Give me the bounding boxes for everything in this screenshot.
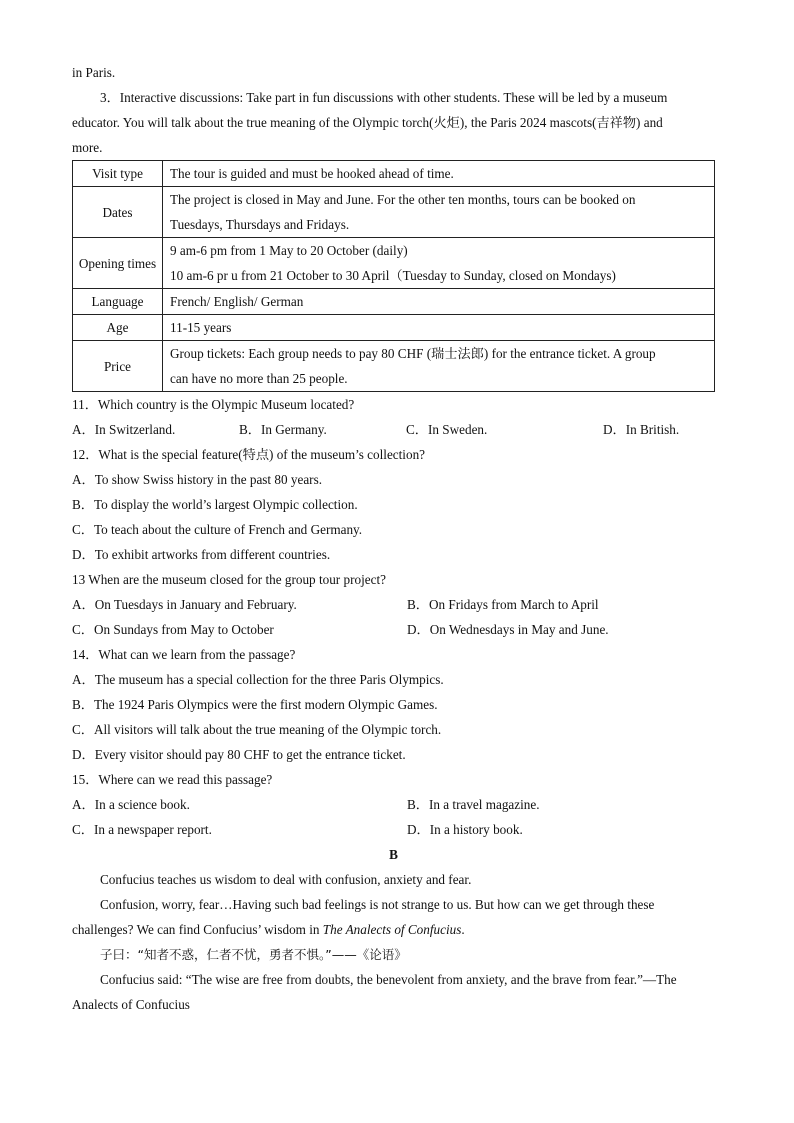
table-label: Dates xyxy=(73,187,163,238)
question-15-options-cd xyxy=(72,817,715,842)
passage-b-p2-line1: Confusion, worry, fear…Having such bad feelings is not strange to us. But how can we get through these xyxy=(100,897,655,912)
question-13-options-cd xyxy=(72,617,715,642)
table-row xyxy=(73,341,715,392)
table-row xyxy=(73,187,715,238)
passage-b-p2-line2 xyxy=(72,917,715,942)
option-d: D．In a history book. xyxy=(407,822,523,837)
table-label: Age xyxy=(73,315,163,341)
table-cell-line: can have no more than 25 people. xyxy=(170,371,348,386)
table-cell-line: The project is closed in May and June. For the other ten months, tours can be booked on xyxy=(170,192,636,207)
option-d: D．Every visitor should pay 80 CHF to get the entrance ticket. xyxy=(72,747,406,762)
book-title: The Analects of Confucius xyxy=(322,922,462,937)
question-13-options-ab xyxy=(72,592,715,617)
table-label: Visit type xyxy=(73,161,163,187)
option-c: C．In Sweden. xyxy=(406,422,488,437)
question-15-stem: 15．Where can we read this passage? xyxy=(72,772,273,787)
table-row xyxy=(73,315,715,341)
table-cell-line: 9 am-6 pm from 1 May to 20 October (daily) xyxy=(170,243,408,258)
question-12-stem: 12．What is the special feature(特点) of the museum’s collection? xyxy=(72,447,426,462)
question-14-stem: 14．What can we learn from the passage? xyxy=(72,647,296,662)
table-label: Language xyxy=(73,289,163,315)
option-d: D．To exhibit artworks from different countries. xyxy=(72,547,331,562)
exam-page xyxy=(72,60,715,1017)
english-quote-line1: Confucius said: “The wise are free from doubts, the benevolent from anxiety, and the brave from fear.”—The xyxy=(100,972,677,987)
option-d: D．On Wednesdays in May and June. xyxy=(407,622,609,637)
table-row xyxy=(73,289,715,315)
p2-end: . xyxy=(461,922,465,937)
question-11-options xyxy=(72,417,715,442)
passage-a-intro-tail: in Paris. xyxy=(72,65,116,80)
option-a: A．On Tuesdays in January and February. xyxy=(72,597,297,612)
option-c: C．In a newspaper report. xyxy=(72,822,212,837)
table-cell: 11-15 years xyxy=(163,315,715,341)
option-a: A．In a science book. xyxy=(72,797,190,812)
option-d: D．In British. xyxy=(603,422,680,437)
option-b: B．On Fridays from March to April xyxy=(407,597,599,612)
item3-line3: more. xyxy=(72,140,103,155)
question-11-stem: 11．Which country is the Olympic Museum located? xyxy=(72,397,355,412)
item3-line2: educator. You will talk about the true meaning of the Olympic torch(火炬), the Paris 2024 mascots(吉祥物) and xyxy=(72,115,663,130)
option-b: B．In Germany. xyxy=(239,422,327,437)
option-c: C．On Sundays from May to October xyxy=(72,622,274,637)
option-c: C．To teach about the culture of French and Germany. xyxy=(72,522,363,537)
table-cell: The tour is guided and must be hooked ahead of time. xyxy=(163,161,715,187)
question-13-stem: 13 When are the museum closed for the group tour project? xyxy=(72,572,386,587)
chinese-quote: 子曰：“知者不惑，仁者不忧，勇者不惧。”——《论语》 xyxy=(100,947,407,962)
table-row xyxy=(73,238,715,289)
table-cell xyxy=(163,187,715,238)
question-15-options-ab xyxy=(72,792,715,817)
passage-b-heading: B xyxy=(389,847,398,862)
option-a: A．The museum has a special collection for the three Paris Olympics. xyxy=(72,672,444,687)
table-cell: French/ English/ German xyxy=(163,289,715,315)
table-cell-line: Tuesdays, Thursdays and Fridays. xyxy=(170,217,350,232)
english-quote-line2: Analects of Confucius xyxy=(72,997,190,1012)
table-cell-line: Group tickets: Each group needs to pay 80 CHF (瑞士法郎) for the entrance ticket. A group xyxy=(170,346,656,361)
option-c: C．All visitors will talk about the true meaning of the Olympic torch. xyxy=(72,722,442,737)
p2-text: challenges? We can find Confucius’ wisdom in xyxy=(72,922,323,937)
table-label: Price xyxy=(73,341,163,392)
table-cell-line: 10 am-6 pr u from 21 October to 30 April（Tuesday to Sunday, closed on Mondays) xyxy=(170,268,616,283)
option-a: A．In Switzerland. xyxy=(72,422,176,437)
option-b: B．In a travel magazine. xyxy=(407,797,540,812)
passage-b-p1: Confucius teaches us wisdom to deal with confusion, anxiety and fear. xyxy=(100,872,472,887)
tour-info-table xyxy=(72,160,715,392)
item3-line1: 3．Interactive discussions: Take part in fun discussions with other students. These will be led by a museum xyxy=(100,90,668,105)
table-cell xyxy=(163,238,715,289)
option-b: B．The 1924 Paris Olympics were the first modern Olympic Games. xyxy=(72,697,438,712)
table-cell xyxy=(163,341,715,392)
table-label: Opening times xyxy=(73,238,163,289)
option-a: A．To show Swiss history in the past 80 years. xyxy=(72,472,322,487)
option-b: B．To display the world’s largest Olympic collection. xyxy=(72,497,358,512)
table-row xyxy=(73,161,715,187)
